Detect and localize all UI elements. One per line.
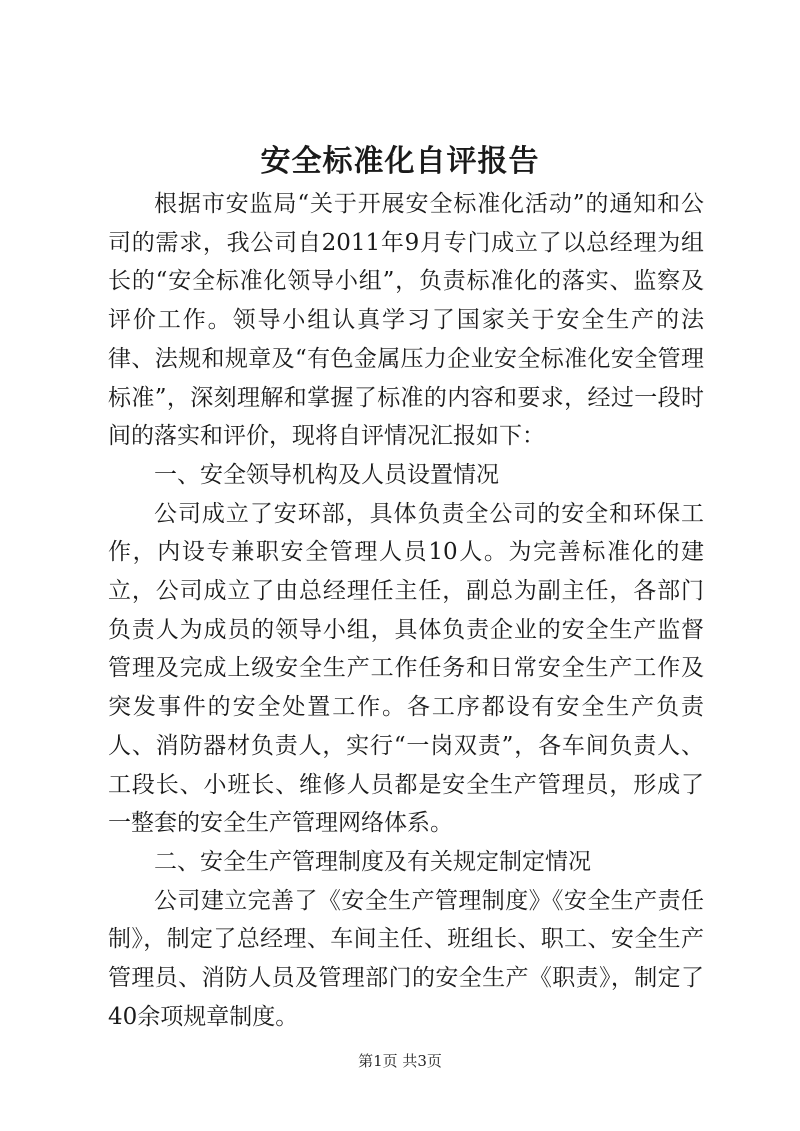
section-heading-2: 二、安全生产管理制度及有关规定制定情况 — [154, 848, 591, 875]
document-body — [108, 185, 704, 1036]
section-1-paragraph: 公司成立了安环部，具体负责全公司的安全和环保工作，内设专兼职安全管理人员10人。为完善标准化的建立，公司成立了由总经理任主任，副总为副主任，各部门负责人为成员的领导小组，具体负责企业的安全生产监督管理及完成上级安全生产工作任务和日常安全生产工作及突发事件的安全处置工作。各工序都设有安全生产负责人、消防器材负责人，实行“一岗双责”，各车间负责人、工段长、小班长、维修人员都是安全生产管理员，形成了一整套的安全生产管理网络体系。 — [108, 500, 704, 837]
document-title: 安全标准化自评报告 — [260, 144, 540, 179]
intro-paragraph: 根据市安监局“关于开展安全标准化活动”的通知和公司的需求，我公司自2011年9月专门成立了以总经理为组长的“安全标准化领导小组”，负责标准化的落实、监察及评价工作。领导小组认真学习了国家关于安全生产的法律、法规和规章及“有色金属压力企业安全标准化安全管理标准”，深刻理解和掌握了标准的内容和要求，经过一段时间的落实和评价，现将自评情况汇报如下： — [108, 191, 704, 450]
page-number-footer: 第1页 共3页 — [358, 1052, 442, 1070]
section-heading-1: 一、安全领导机构及人员设置情况 — [154, 461, 499, 488]
section-2-paragraph: 公司建立完善了《安全生产管理制度》《安全生产责任制》，制定了总经理、车间主任、班组长、职工、安全生产管理员、消防人员及管理部门的安全生产《职责》，制定了40余项规章制度。 — [108, 887, 704, 1030]
